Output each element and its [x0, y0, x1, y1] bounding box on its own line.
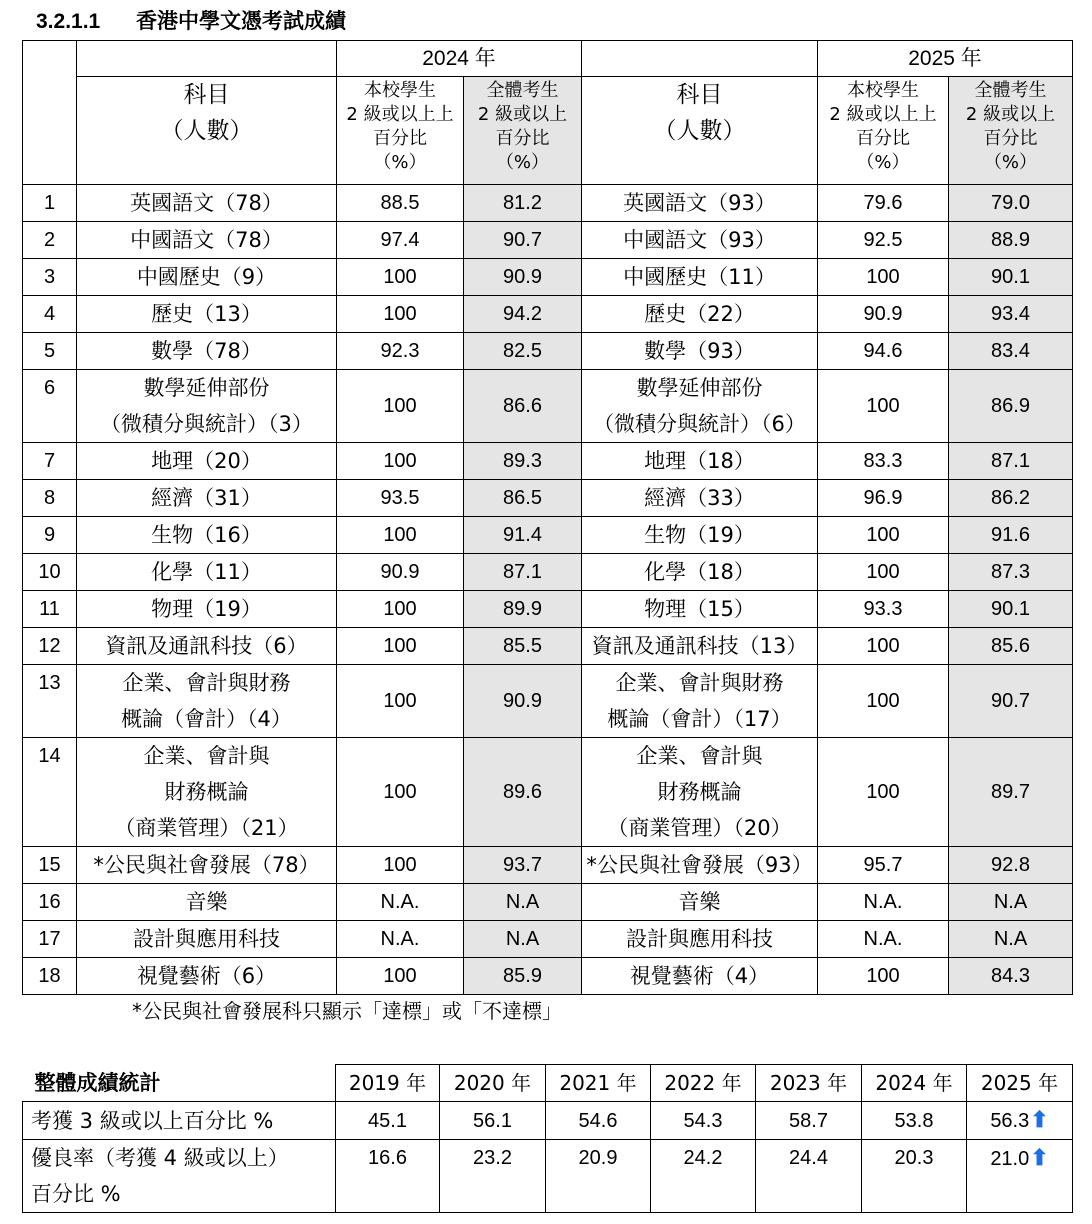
- all-candidates-2025: 84.3: [949, 958, 1073, 995]
- subject-2024: [77, 884, 337, 921]
- overall-year-header: 2020 年: [440, 1065, 546, 1102]
- school-pass-header-2025: 本校學生 2 級或以上上 百分比 （%）: [818, 77, 949, 185]
- school-pass-2024: 88.5: [337, 185, 464, 222]
- all-candidates-2025: 91.6: [949, 517, 1073, 554]
- all-candidates-2025: 90.1: [949, 259, 1073, 296]
- subject-2025: [582, 370, 818, 443]
- school-pass-2025: N.A.: [818, 921, 949, 958]
- subject-line: 音樂: [678, 890, 721, 914]
- overall-value: 54.6: [546, 1102, 651, 1140]
- subject-2025: [582, 665, 818, 738]
- table-row: [23, 958, 1073, 995]
- school-pass-2025: 100: [818, 370, 949, 443]
- subject-2025: [582, 443, 818, 480]
- subject-line: 地理（18）: [644, 449, 755, 473]
- table-row: [23, 443, 1073, 480]
- section-heading: [36, 4, 346, 38]
- blank-corner-cell: [23, 41, 77, 185]
- school-pass-2024: 100: [337, 665, 464, 738]
- school-pass-2025: 100: [818, 554, 949, 591]
- school-pass-2025: 96.9: [818, 480, 949, 517]
- all-candidates-2024: 89.9: [464, 591, 582, 628]
- row-number: 12: [23, 628, 77, 665]
- subject-line: 財務概論: [657, 780, 742, 804]
- subject-line: 英國語文（78）: [130, 191, 283, 215]
- row-number: 1: [23, 185, 77, 222]
- subject-line: 中國語文（78）: [130, 228, 283, 252]
- up-arrow-icon: ⬆: [1030, 1145, 1049, 1170]
- subject-line: 歷史（22）: [644, 302, 755, 326]
- overall-row: [23, 1102, 1073, 1140]
- school-pass-2024: 97.4: [337, 222, 464, 259]
- subject-line: 英國語文（93）: [623, 191, 776, 215]
- subject-line: 歷史（13）: [151, 302, 262, 326]
- subject-2024: [77, 628, 337, 665]
- year-2024-header: 2024 年: [337, 41, 582, 77]
- all-candidates-2025: 86.9: [949, 370, 1073, 443]
- school-pass-2024: 100: [337, 259, 464, 296]
- subject-line: 數學延伸部份: [636, 376, 763, 400]
- overall-row: [23, 1140, 1073, 1213]
- subject-line: 視覺藝術（4）: [629, 964, 770, 988]
- overall-year-header: 2022 年: [651, 1065, 756, 1102]
- overall-year-header: 2023 年: [756, 1065, 862, 1102]
- overall-title: 整體成績統計: [34, 1071, 161, 1095]
- row-number: 5: [23, 333, 77, 370]
- column-header-row: [23, 77, 1073, 185]
- school-pass-2025: 100: [818, 259, 949, 296]
- table-row: [23, 591, 1073, 628]
- all-candidates-2024: 87.1: [464, 554, 582, 591]
- all-candidates-2025: 90.1: [949, 591, 1073, 628]
- row-number: 16: [23, 884, 77, 921]
- school-pass-2025: 83.3: [818, 443, 949, 480]
- school-pass-2024: 100: [337, 370, 464, 443]
- table-row: [23, 628, 1073, 665]
- subject-2025: [582, 591, 818, 628]
- subject-line: 化學（18）: [644, 560, 755, 584]
- school-pass-2025: 100: [818, 665, 949, 738]
- subject-line: 設計與應用科技: [133, 927, 280, 951]
- subject-2024: [77, 443, 337, 480]
- subject-2025: [582, 738, 818, 847]
- overall-value: 16.6: [336, 1140, 440, 1213]
- all-candidates-2024: 90.7: [464, 222, 582, 259]
- label-line: 考獲 3 級或以上百分比 %: [31, 1108, 274, 1133]
- subject-2024: [77, 554, 337, 591]
- subject-line: 企業、會計與: [636, 744, 763, 768]
- subject-2025: [582, 958, 818, 995]
- overall-value: 58.7: [756, 1102, 862, 1140]
- subject-2025: [582, 480, 818, 517]
- overall-year-header: 2024 年: [862, 1065, 967, 1102]
- school-pass-2025: 95.7: [818, 847, 949, 884]
- subject-line: 物理（19）: [151, 597, 262, 621]
- subject-2025: [582, 185, 818, 222]
- subject-line: （微積分與統計）（3）: [100, 412, 313, 436]
- school-pass-2025: 100: [818, 517, 949, 554]
- all-candidates-2024: 89.3: [464, 443, 582, 480]
- subject-line: 財務概論: [164, 780, 249, 804]
- overall-value: 54.3: [651, 1102, 756, 1140]
- subject-line: 數學（78）: [151, 339, 262, 363]
- subject-2024: [77, 296, 337, 333]
- subject-line: （商業管理）（20）: [607, 816, 792, 840]
- dse-results-table: [22, 40, 1073, 995]
- blank-header-cell: [582, 41, 818, 77]
- overall-row-label: [23, 1102, 336, 1140]
- overall-value: 24.4: [756, 1140, 862, 1213]
- table-row: [23, 333, 1073, 370]
- row-number: 3: [23, 259, 77, 296]
- all-candidates-2024: 86.5: [464, 480, 582, 517]
- subject-line: 化學（11）: [151, 560, 262, 584]
- subject-line: *公民與社會發展（78）: [93, 853, 320, 877]
- subject-line: 資訊及通訊科技（6）: [105, 634, 308, 658]
- subject-2024: [77, 738, 337, 847]
- subject-line: 生物（19）: [644, 523, 755, 547]
- subject-2025: [582, 628, 818, 665]
- overall-value: 53.8: [862, 1102, 967, 1140]
- school-pass-2025: N.A.: [818, 884, 949, 921]
- subject-header-2024: 科目 （人數）: [77, 77, 337, 185]
- subject-2024: [77, 333, 337, 370]
- overall-year-row: [23, 1065, 1073, 1102]
- subject-line: 資訊及通訊科技（13）: [591, 634, 808, 658]
- up-arrow-icon: ⬆: [1030, 1107, 1049, 1132]
- school-pass-2024: 100: [337, 738, 464, 847]
- table-row: [23, 517, 1073, 554]
- table-row: [23, 554, 1073, 591]
- table-row: [23, 185, 1073, 222]
- school-pass-2024: 100: [337, 296, 464, 333]
- table-row: [23, 222, 1073, 259]
- all-candidates-2024: 91.4: [464, 517, 582, 554]
- school-pass-2024: 100: [337, 517, 464, 554]
- all-candidates-2025: 87.1: [949, 443, 1073, 480]
- all-candidates-2024: 82.5: [464, 333, 582, 370]
- subject-line: 地理（20）: [151, 449, 262, 473]
- overall-value: 20.3: [862, 1140, 967, 1213]
- subject-2024: [77, 259, 337, 296]
- school-pass-2024: N.A.: [337, 921, 464, 958]
- all-candidates-2024: N.A: [464, 884, 582, 921]
- all-candidates-2025: 85.6: [949, 628, 1073, 665]
- subject-2025: [582, 517, 818, 554]
- school-pass-2024: 93.5: [337, 480, 464, 517]
- subject-2024: [77, 591, 337, 628]
- row-number: 9: [23, 517, 77, 554]
- table-row: [23, 665, 1073, 738]
- subject-line: 視覺藝術（6）: [136, 964, 277, 988]
- overall-value: 21.0⬆: [967, 1140, 1073, 1213]
- overall-value: 24.2: [651, 1140, 756, 1213]
- subject-line: （微積分與統計）（6）: [593, 412, 806, 436]
- subject-line: 中國歷史（9）: [136, 265, 277, 289]
- all-candidates-2024: 90.9: [464, 665, 582, 738]
- overall-year-header: 2021 年: [546, 1065, 651, 1102]
- overall-value: 45.1: [336, 1102, 440, 1140]
- row-number: 15: [23, 847, 77, 884]
- subject-2024: [77, 847, 337, 884]
- subject-line: 中國語文（93）: [623, 228, 776, 252]
- subject-2025: [582, 296, 818, 333]
- subject-2024: [77, 370, 337, 443]
- school-pass-2024: 100: [337, 591, 464, 628]
- subject-line: 生物（16）: [151, 523, 262, 547]
- subject-2025: [582, 884, 818, 921]
- subject-2024: [77, 958, 337, 995]
- subject-line: 企業、會計與: [143, 744, 270, 768]
- subject-line: 經濟（31）: [151, 486, 262, 510]
- all-candidates-2025: N.A: [949, 921, 1073, 958]
- all-candidates-2024: 93.7: [464, 847, 582, 884]
- blank-header-cell: [77, 41, 337, 77]
- footnote: *公民與社會發展科只顯示「達標」或「不達標」: [132, 999, 562, 1023]
- year-2025-header: 2025 年: [818, 41, 1073, 77]
- all-candidates-2025: 79.0: [949, 185, 1073, 222]
- row-number: 2: [23, 222, 77, 259]
- subject-line: 數學（93）: [644, 339, 755, 363]
- row-number: 18: [23, 958, 77, 995]
- all-candidates-2024: 89.6: [464, 738, 582, 847]
- all-candidates-2025: 83.4: [949, 333, 1073, 370]
- subject-2024: [77, 921, 337, 958]
- all-candidates-2025: 92.8: [949, 847, 1073, 884]
- all-candidates-2025: 93.4: [949, 296, 1073, 333]
- row-number: 4: [23, 296, 77, 333]
- subject-line: 企業、會計與財務: [615, 671, 784, 695]
- row-number: 13: [23, 665, 77, 738]
- school-pass-2024: 100: [337, 958, 464, 995]
- overall-value: 56.1: [440, 1102, 546, 1140]
- subject-2024: [77, 480, 337, 517]
- subject-header-2025: 科目 （人數）: [582, 77, 818, 185]
- subject-2025: [582, 333, 818, 370]
- overall-value: 23.2: [440, 1140, 546, 1213]
- subject-line: 音樂: [185, 890, 228, 914]
- subject-line: 物理（15）: [644, 597, 755, 621]
- row-number: 14: [23, 738, 77, 847]
- all-candidates-2025: 86.2: [949, 480, 1073, 517]
- section-title: 香港中學文憑考試成績: [136, 9, 346, 33]
- table-row: [23, 296, 1073, 333]
- subject-2024: [77, 517, 337, 554]
- all-candidates-2025: 89.7: [949, 738, 1073, 847]
- subject-2024: [77, 185, 337, 222]
- label-line: 百分比 %: [31, 1182, 121, 1206]
- all-candidates-2024: 81.2: [464, 185, 582, 222]
- school-pass-2025: 94.6: [818, 333, 949, 370]
- all-candidates-2025: 90.7: [949, 665, 1073, 738]
- table-row: [23, 884, 1073, 921]
- subject-line: 中國歷史（11）: [623, 265, 776, 289]
- subject-line: 概論（會計）（4）: [121, 707, 292, 731]
- overall-results-table: [22, 1064, 1073, 1213]
- table-row: [23, 259, 1073, 296]
- all-candidates-2025: N.A: [949, 884, 1073, 921]
- school-pass-2025: 79.6: [818, 185, 949, 222]
- school-pass-2025: 93.3: [818, 591, 949, 628]
- table-row: [23, 738, 1073, 847]
- subject-line: 概論（會計）（17）: [607, 707, 792, 731]
- school-pass-2025: 100: [818, 628, 949, 665]
- school-pass-2024: 100: [337, 847, 464, 884]
- school-pass-2024: 100: [337, 443, 464, 480]
- subject-2025: [582, 921, 818, 958]
- table-row: [23, 480, 1073, 517]
- row-number: 7: [23, 443, 77, 480]
- overall-year-header: 2019 年: [336, 1065, 440, 1102]
- all-candidates-header-2025: 全體考生 2 級或以上 百分比 （%）: [949, 77, 1073, 185]
- all-candidates-2025: 87.3: [949, 554, 1073, 591]
- all-candidates-2024: N.A: [464, 921, 582, 958]
- subject-line: *公民與社會發展（93）: [586, 853, 813, 877]
- table-row: [23, 847, 1073, 884]
- all-candidates-2024: 94.2: [464, 296, 582, 333]
- subject-line: 數學延伸部份: [143, 376, 270, 400]
- section-number: 3.2.1.1: [36, 10, 101, 33]
- label-line: 優良率（考獲 4 級或以上）: [31, 1146, 289, 1170]
- table-row: [23, 370, 1073, 443]
- subject-2024: [77, 665, 337, 738]
- all-candidates-header-2024: 全體考生 2 級或以上 百分比 （%）: [464, 77, 582, 185]
- school-pass-2024: 90.9: [337, 554, 464, 591]
- row-number: 6: [23, 370, 77, 443]
- subject-line: （商業管理）（21）: [114, 816, 299, 840]
- all-candidates-2024: 85.9: [464, 958, 582, 995]
- subject-2025: [582, 847, 818, 884]
- all-candidates-2025: 88.9: [949, 222, 1073, 259]
- school-pass-2025: 100: [818, 738, 949, 847]
- school-pass-2024: N.A.: [337, 884, 464, 921]
- subject-line: 企業、會計與財務: [122, 671, 291, 695]
- subject-line: 設計與應用科技: [626, 927, 773, 951]
- all-candidates-2024: 90.9: [464, 259, 582, 296]
- subject-line: 經濟（33）: [644, 486, 755, 510]
- overall-year-header: 2025 年: [967, 1065, 1073, 1102]
- overall-row-label: [23, 1140, 336, 1213]
- overall-value: 20.9: [546, 1140, 651, 1213]
- subject-2025: [582, 259, 818, 296]
- overall-value: 56.3⬆: [967, 1102, 1073, 1140]
- all-candidates-2024: 86.6: [464, 370, 582, 443]
- school-pass-2024: 92.3: [337, 333, 464, 370]
- row-number: 8: [23, 480, 77, 517]
- all-candidates-2024: 85.5: [464, 628, 582, 665]
- subject-2024: [77, 222, 337, 259]
- school-pass-header-2024: 本校學生 2 級或以上上 百分比 （%）: [337, 77, 464, 185]
- subject-2025: [582, 222, 818, 259]
- row-number: 10: [23, 554, 77, 591]
- year-header-row: [23, 41, 1073, 77]
- row-number: 11: [23, 591, 77, 628]
- school-pass-2024: 100: [337, 628, 464, 665]
- school-pass-2025: 90.9: [818, 296, 949, 333]
- table-row: [23, 921, 1073, 958]
- subject-2025: [582, 554, 818, 591]
- row-number: 17: [23, 921, 77, 958]
- school-pass-2025: 100: [818, 958, 949, 995]
- school-pass-2025: 92.5: [818, 222, 949, 259]
